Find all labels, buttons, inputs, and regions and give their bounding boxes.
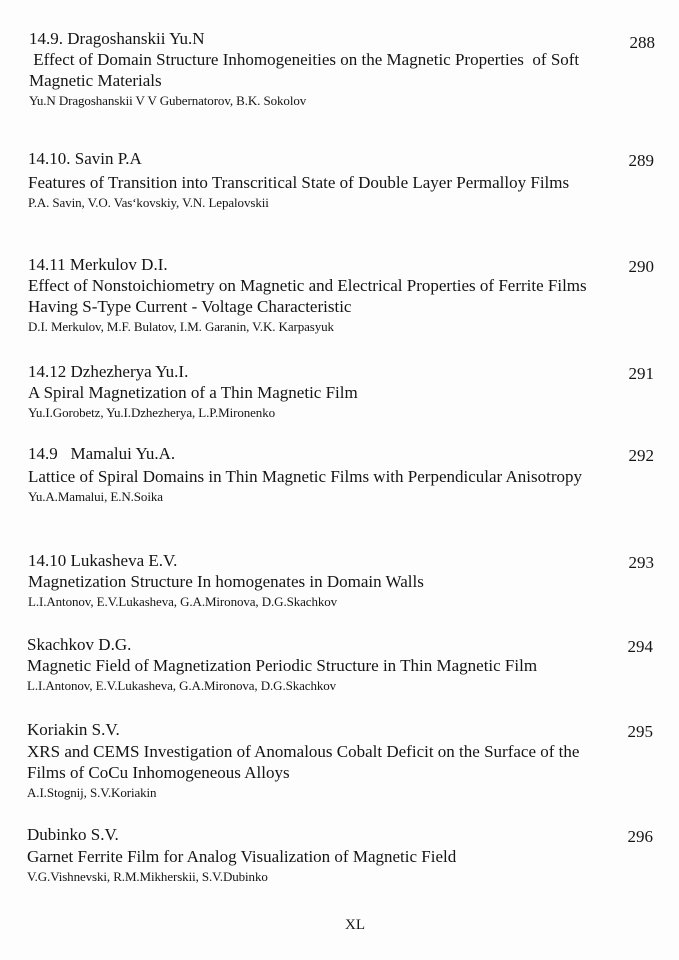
entry-title: Effect of Nonstoichiometry on Magnetic and Electrical Properties of Ferrite Films Having S-Type Current - Voltage Characteristic [28,276,587,316]
page-number: 292 [628,446,654,465]
entry-heading: 14.12 Dzhezherya Yu.I. [28,362,189,381]
toc-entry [27,824,657,886]
toc-entry [28,361,658,422]
entry-heading: 14.10. Savin P.A [28,149,142,168]
entry-heading: 14.9 Mamalui Yu.A. [28,444,176,463]
entry-authors: A.I.Stognij, S.V.Koriakin [27,785,157,800]
entry-authors: P.A. Savin, V.O. Vas‘kovskiy, V.N. Lepalovskii [28,195,269,210]
toc-entry [27,634,657,695]
entry-title: Magnetic Field of Magnetization Periodic Structure in Thin Magnetic Film [27,656,538,675]
entry-heading: Dubinko S.V. [27,825,119,844]
entry-heading: 14.10 Lukasheva E.V. [28,551,178,570]
entry-title: Features of Transition into Transcritical State of Double Layer Permalloy Films [28,173,570,192]
page-number: 291 [628,364,654,383]
entry-authors: Yu.A.Mamalui, E.N.Soika [28,489,163,504]
page-number: 288 [629,33,655,52]
toc-entry [28,443,658,506]
page-footer-number: XL [345,917,365,933]
entry-title: Effect of Domain Structure Inhomogeneities on the Magnetic Properties of Soft Magnetic Materials [29,50,584,90]
entry-heading: 14.11 Merkulov D.I. [28,255,168,274]
entry-authors: L.I.Antonov, E.V.Lukasheva, G.A.Mironova, D.G.Skachkov [27,678,337,693]
page-number: 294 [627,637,653,656]
entry-authors: Yu.I.Gorobetz, Yu.I.Dzhezherya, L.P.Mironenko [28,405,276,420]
entry-title: XRS and CEMS Investigation of Anomalous Cobalt Deficit on the Surface of the Films of CoCu Inhomogeneous Alloys [27,742,580,782]
page-number: 293 [628,553,654,572]
entry-title: Lattice of Spiral Domains in Thin Magnetic Films with Perpendicular Anisotropy [28,467,582,486]
entry-authors: L.I.Antonov, E.V.Lukasheva, G.A.Mironova, D.G.Skachkov [28,594,338,609]
entry-heading: Koriakin S.V. [27,720,120,739]
entry-title: A Spiral Magnetization of a Thin Magnetic Film [28,383,358,402]
toc-entry [28,254,658,336]
toc-entry [27,719,657,802]
toc-entry [29,28,659,110]
entry-title: Garnet Ferrite Film for Analog Visualization of Magnetic Field [27,847,457,866]
toc-entry [28,550,658,611]
page-number: 296 [627,827,653,846]
page-number: 295 [627,722,653,741]
entry-authors: D.I. Merkulov, M.F. Bulatov, I.M. Garanin, V.K. Karpasyuk [28,319,334,334]
entry-authors: V.G.Vishnevski, R.M.Mikherskii, S.V.Dubinko [27,869,268,884]
entry-heading: 14.9. Dragoshanskii Yu.N [29,29,205,48]
page-number: 289 [628,151,654,170]
toc-entry [28,148,658,212]
entry-heading: Skachkov D.G. [27,635,132,654]
entry-authors: Yu.N Dragoshanskii V V Gubernatorov, B.K. Sokolov [29,93,307,108]
page-number: 290 [628,257,654,276]
entry-title: Magnetization Structure In homogenates in Domain Walls [28,572,424,591]
